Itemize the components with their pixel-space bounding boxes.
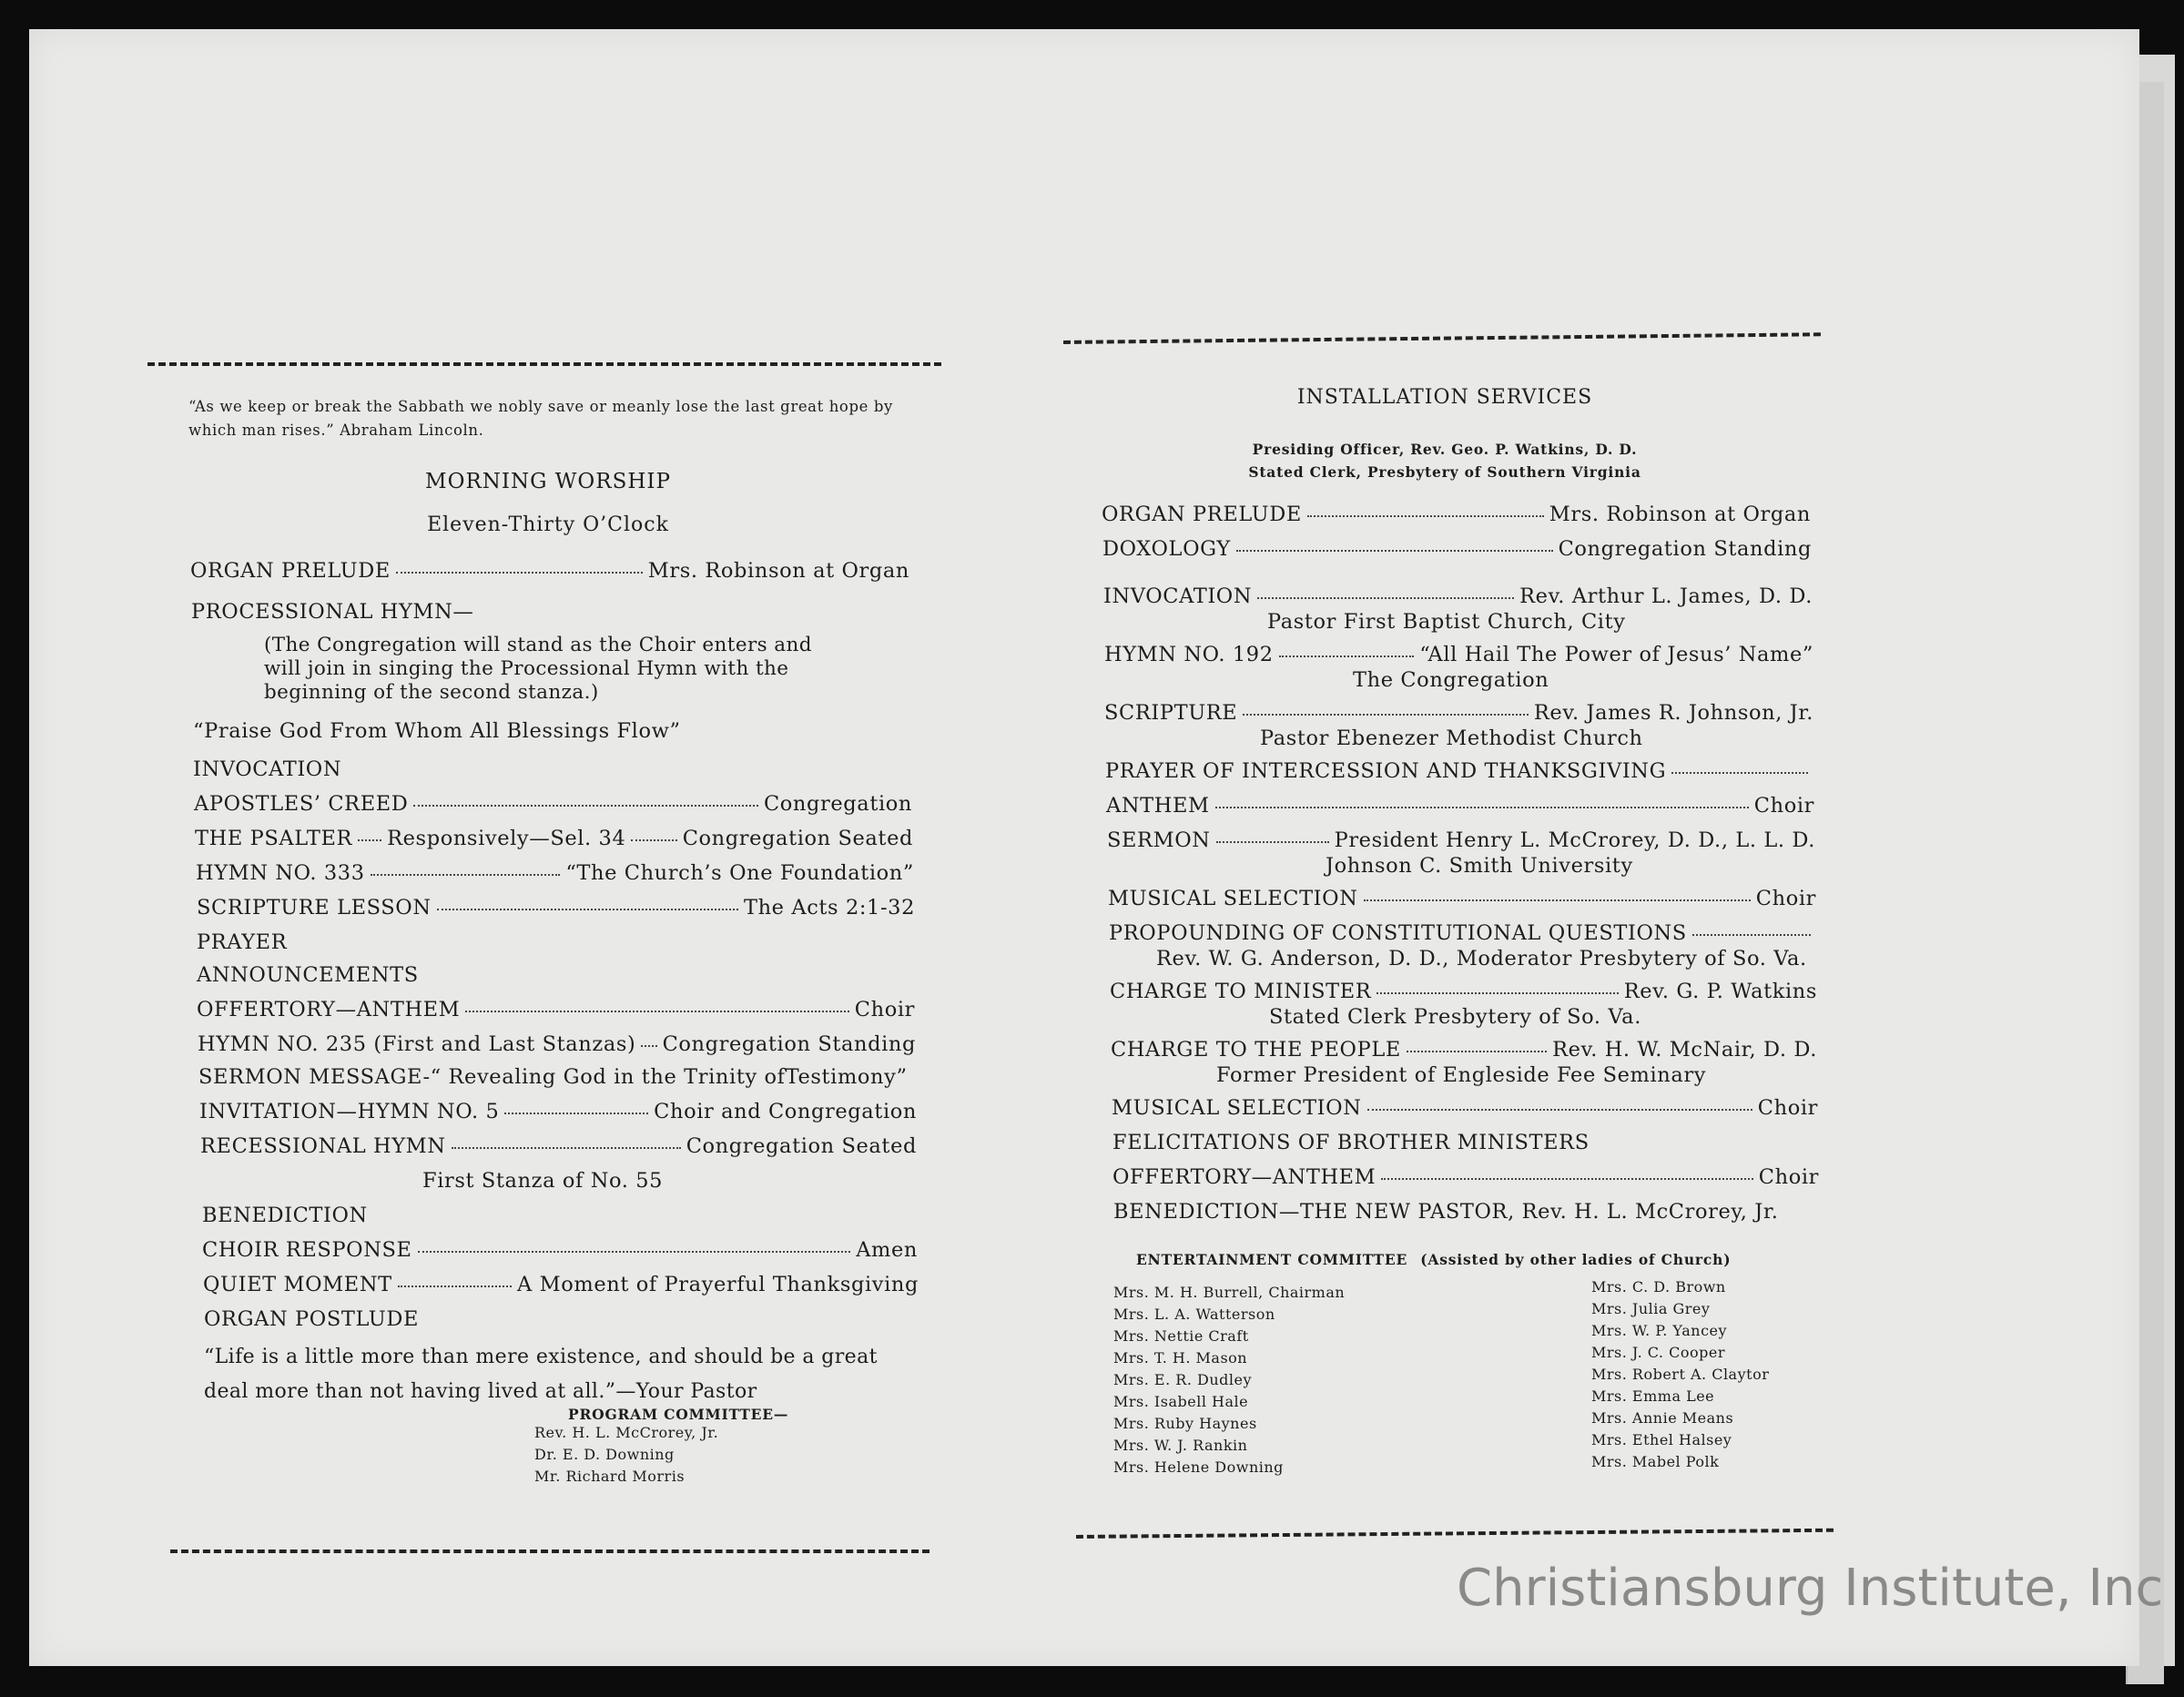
item-value: Rev. G. P. Watkins — [1623, 980, 1817, 1003]
item-value: Choir — [1755, 887, 1816, 910]
doxology — [1102, 537, 1812, 561]
pastor-quote-line-1: “Life is a little more than mere existence, and should be a great — [204, 1346, 878, 1368]
hymn-235 — [198, 1032, 916, 1056]
item-value: Rev. H. W. McNair, D. D. — [1552, 1038, 1817, 1062]
item-label: RECESSIONAL HYMN — [200, 1134, 446, 1158]
entertainment-note: (Assisted by other ladies of Church) — [1420, 1251, 1732, 1268]
committee-member: Mrs. C. D. Brown — [1591, 1278, 1726, 1296]
item-label: MUSICAL SELECTION — [1112, 1096, 1362, 1120]
dot-leader — [1367, 1109, 1752, 1111]
item-label: HYMN NO. 333 — [196, 861, 365, 885]
dot-leader — [452, 1147, 681, 1149]
left-organ-prelude — [190, 559, 909, 583]
committee-member: Mrs. L. A. Watterson — [1113, 1306, 1275, 1323]
worship-time: Eleven-Thirty O’Clock — [427, 513, 669, 536]
item-label: SCRIPTURE LESSON — [197, 896, 432, 920]
dot-leader — [1407, 1051, 1547, 1052]
committee-member: Mrs. T. H. Mason — [1113, 1349, 1248, 1367]
right-sermon — [1107, 828, 1815, 852]
dot-leader — [1236, 550, 1553, 552]
musical-selection-1 — [1108, 887, 1816, 910]
item-value: Choir — [854, 998, 915, 1021]
choir-response — [202, 1238, 918, 1262]
item-label: CHOIR RESPONSE — [202, 1238, 412, 1262]
committee-member: Mrs. Mabel Polk — [1591, 1453, 1720, 1470]
processional-note-2: will join in singing the Processional Hymn with the — [264, 657, 789, 680]
dot-leader — [398, 1285, 512, 1287]
dot-leader — [631, 839, 676, 841]
right-scripture — [1104, 701, 1813, 725]
right-organ-prelude — [1102, 503, 1811, 526]
item-label: HYMN NO. 192 — [1104, 643, 1274, 666]
left-benediction: BENEDICTION — [202, 1204, 368, 1227]
dot-leader — [1364, 899, 1751, 901]
right-top-rule — [1063, 332, 1821, 344]
item-label: INVITATION—HYMN NO. 5 — [199, 1100, 500, 1123]
sermon-message: SERMON MESSAGE-“ Revealing God in the Trinity ofTestimony” — [198, 1065, 908, 1089]
entertainment-committee-col-1 — [1113, 1282, 1345, 1479]
item-label: OFFERTORY—ANTHEM — [1112, 1165, 1376, 1189]
hymn-192-sub: The Congregation — [1353, 668, 1549, 692]
scripture-sub: Pastor Ebenezer Methodist Church — [1260, 727, 1643, 750]
committee-member: Mrs. Isabell Hale — [1113, 1393, 1249, 1410]
dot-leader — [465, 1011, 848, 1012]
dot-leader — [504, 1113, 648, 1114]
left-top-rule — [147, 362, 941, 366]
item-value: Congregation Seated — [682, 827, 913, 850]
program-committee-list — [534, 1422, 718, 1488]
committee-member: Mr. Richard Morris — [534, 1468, 686, 1485]
item-label: INVOCATION — [1103, 584, 1253, 608]
item-value: Choir — [1758, 1165, 1819, 1189]
installation-services-title: INSTALLATION SERVICES — [1296, 386, 1593, 409]
right-offertory — [1112, 1165, 1819, 1189]
committee-member: Mrs. Helene Downing — [1113, 1458, 1284, 1476]
right-invocation — [1103, 584, 1813, 608]
item-label: ANTHEM — [1106, 794, 1210, 818]
presiding-officer: Presiding Officer, Rev. Geo. P. Watkins, D. D. — [1252, 441, 1638, 458]
item-label: MUSICAL SELECTION — [1108, 887, 1358, 910]
announcements: ANNOUNCEMENTS — [197, 963, 419, 987]
item-label: OFFERTORY—ANTHEM — [197, 998, 461, 1021]
entertainment-committee-title — [1136, 1251, 1731, 1268]
right-anthem — [1106, 794, 1814, 818]
hymn-192 — [1104, 643, 1813, 666]
processional-hymn: PROCESSIONAL HYMN— — [191, 600, 474, 624]
committee-member: Mrs. M. H. Burrell, Chairman — [1113, 1284, 1346, 1301]
dot-leader — [1671, 772, 1808, 774]
recessional-hymn — [200, 1134, 917, 1158]
item-value: “The Church’s One Foundation” — [565, 861, 914, 885]
committee-member: Mrs. Julia Grey — [1591, 1300, 1711, 1317]
item-value: Congregation Seated — [686, 1134, 917, 1158]
item-label: CHARGE TO THE PEOPLE — [1111, 1038, 1401, 1062]
committee-member: Mrs. Ethel Halsey — [1591, 1431, 1732, 1448]
item-value: Mrs. Robinson at Organ — [1549, 503, 1811, 526]
right-benediction: BENEDICTION—THE NEW PASTOR, Rev. H. L. McCrorey, Jr. — [1113, 1200, 1779, 1224]
item-value: Amen — [856, 1238, 918, 1262]
charge-to-the-people — [1111, 1038, 1817, 1062]
committee-member: Mrs. Ruby Haynes — [1113, 1415, 1257, 1432]
dot-leader — [1257, 597, 1514, 599]
charge-people-sub: Former President of Engleside Fee Seminary — [1216, 1063, 1707, 1087]
charge-minister-sub: Stated Clerk Presbytery of So. Va. — [1269, 1005, 1641, 1029]
item-value: “All Hail The Power of Jesus’ Name” — [1419, 643, 1813, 666]
organ-postlude: ORGAN POSTLUDE — [204, 1307, 419, 1331]
scripture-lesson — [197, 896, 915, 920]
item-value: Rev. James R. Johnson, Jr. — [1533, 701, 1813, 725]
item-label: SCRIPTURE — [1104, 701, 1238, 725]
praise-hymn: “Praise God From Whom All Blessings Flow” — [193, 719, 681, 743]
musical-selection-2 — [1112, 1096, 1818, 1120]
item-label: THE PSALTER — [195, 827, 353, 850]
first-stanza: First Stanza of No. 55 — [422, 1169, 664, 1193]
invitation-hymn — [199, 1100, 917, 1123]
committee-member: Mrs. Nettie Craft — [1113, 1327, 1249, 1345]
item-value: President Henry L. McCrorey, D. D., L. L. D. — [1334, 828, 1815, 852]
dot-leader — [418, 1251, 851, 1253]
left-offertory — [197, 998, 915, 1021]
propounding-questions — [1109, 921, 1816, 945]
item-label: PROPOUNDING OF CONSTITUTIONAL QUESTIONS — [1109, 921, 1687, 945]
committee-member: Dr. E. D. Downing — [534, 1446, 675, 1463]
dot-leader — [1692, 934, 1811, 936]
quiet-moment — [203, 1273, 919, 1296]
dot-leader — [1376, 992, 1618, 994]
item-value: Congregation Standing — [1558, 537, 1812, 561]
item-label: PRAYER OF INTERCESSION AND THANKSGIVING — [1105, 759, 1667, 783]
dot-leader — [1381, 1178, 1752, 1180]
item-value: Choir — [1753, 794, 1814, 818]
dot-leader — [396, 572, 643, 574]
dot-leader — [413, 805, 758, 807]
left-prayer: PRAYER — [197, 930, 288, 954]
stated-clerk: Stated Clerk, Presbytery of Southern Virginia — [1248, 463, 1641, 481]
item-value: A Moment of Prayerful Thanksgiving — [517, 1273, 919, 1296]
item-middle: Responsively—Sel. 34 — [387, 827, 626, 850]
item-value: The Acts 2:1-32 — [743, 896, 915, 920]
committee-member: Mrs. Robert A. Claytor — [1591, 1366, 1770, 1383]
sermon-sub: Johnson C. Smith University — [1326, 854, 1633, 878]
item-value: Choir and Congregation — [654, 1100, 917, 1123]
entertainment-committee-col-2 — [1591, 1276, 1769, 1473]
dot-leader — [641, 1045, 656, 1047]
committee-member: Mrs. Emma Lee — [1591, 1387, 1715, 1405]
item-label: APOSTLES’ CREED — [194, 792, 409, 816]
morning-worship-title: MORNING WORSHIP — [425, 470, 671, 493]
dot-leader — [1307, 515, 1544, 517]
committee-member: Mrs. W. P. Yancey — [1591, 1322, 1728, 1339]
committee-member: Mrs. Annie Means — [1591, 1409, 1734, 1427]
item-value: Choir — [1757, 1096, 1818, 1120]
item-label: ORGAN PRELUDE — [1102, 503, 1302, 526]
dot-leader — [1216, 841, 1329, 843]
left-bottom-rule — [170, 1550, 929, 1553]
program-sheet — [29, 29, 2139, 1666]
dot-leader — [1279, 655, 1415, 657]
propounding-sub: Rev. W. G. Anderson, D. D., Moderator Presbytery of So. Va. — [1156, 947, 1807, 970]
item-value: Rev. Arthur L. James, D. D. — [1519, 584, 1813, 608]
right-bottom-rule — [1076, 1529, 1834, 1539]
dot-leader — [1215, 807, 1749, 808]
invocation-sub: Pastor First Baptist Church, City — [1267, 610, 1626, 634]
item-value: Congregation — [763, 792, 912, 816]
committee-member: Rev. H. L. McCrorey, Jr. — [534, 1424, 719, 1441]
entertainment-title: ENTERTAINMENT COMMITTEE — [1136, 1251, 1408, 1268]
committee-member: Mrs. J. C. Cooper — [1591, 1344, 1725, 1361]
watermark: Christiansburg Institute, Inc — [1457, 1559, 2164, 1618]
committee-member: Mrs. W. J. Rankin — [1113, 1437, 1248, 1454]
prayer-of-intercession — [1105, 759, 1813, 783]
item-value: Congregation Standing — [662, 1032, 916, 1056]
processional-note-1: (The Congregation will stand as the Choir enters and — [264, 634, 812, 656]
processional-note-3: beginning of the second stanza.) — [264, 681, 599, 704]
committee-member: Mrs. E. R. Dudley — [1113, 1371, 1252, 1388]
item-label: DOXOLOGY — [1102, 537, 1231, 561]
hymn-333 — [196, 861, 914, 885]
item-label: SERMON — [1107, 828, 1211, 852]
item-label: QUIET MOMENT — [203, 1273, 392, 1296]
dot-leader — [437, 909, 738, 910]
charge-to-minister — [1110, 980, 1817, 1003]
lincoln-quote: “As we keep or break the Sabbath we nobly save or meanly lose the last great hope by which man rises.” Abraham Lincoln. — [188, 398, 893, 439]
left-invocation: INVOCATION — [193, 757, 342, 781]
program-committee-title: PROGRAM COMMITTEE— — [568, 1406, 789, 1423]
the-psalter — [195, 827, 913, 850]
item-label: CHARGE TO MINISTER — [1110, 980, 1372, 1003]
dot-leader — [371, 874, 561, 876]
felicitations: FELICITATIONS OF BROTHER MINISTERS — [1112, 1131, 1590, 1154]
item-value: Mrs. Robinson at Organ — [647, 559, 909, 583]
dot-leader — [1243, 714, 1529, 716]
pastor-quote-line-2: deal more than not having lived at all.”—Your Pastor — [204, 1380, 757, 1403]
apostles-creed — [194, 792, 912, 816]
item-label: HYMN NO. 235 (First and Last Stanzas) — [198, 1032, 636, 1056]
item-label: ORGAN PRELUDE — [190, 559, 391, 583]
dot-leader — [358, 839, 381, 841]
